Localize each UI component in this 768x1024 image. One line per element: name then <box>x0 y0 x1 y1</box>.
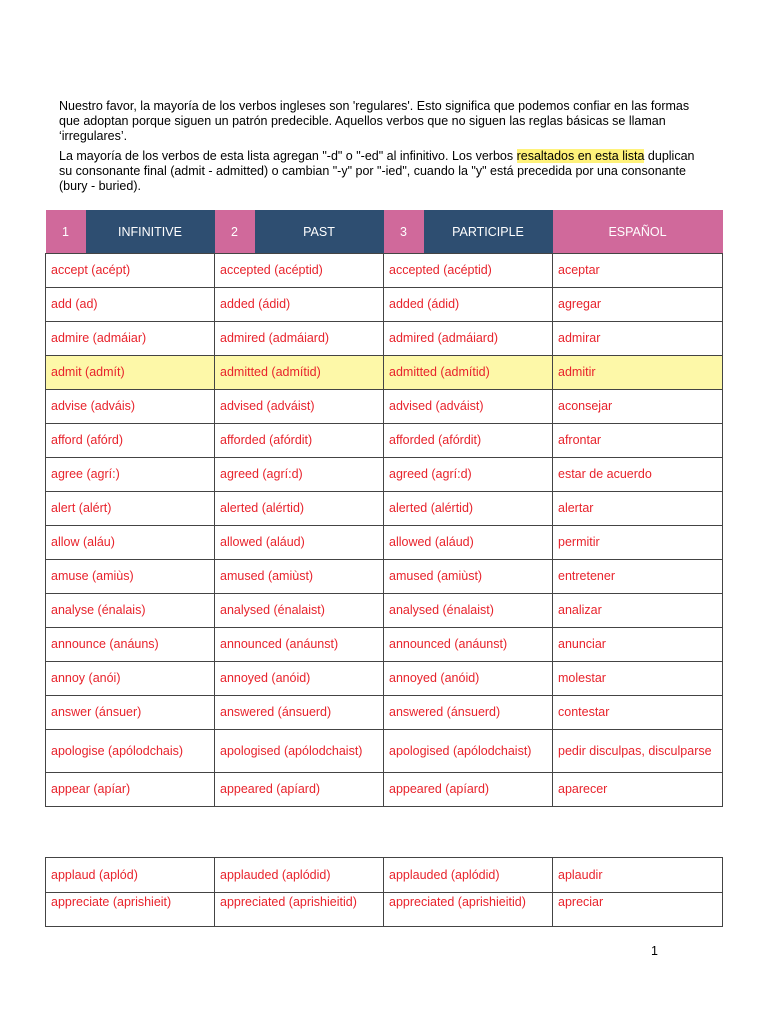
espanol-cell: estar de acuerdo <box>553 458 723 492</box>
intro-paragraph-1: Nuestro favor, la mayoría de los verbos ingleses son 'regulares'. Esto significa que podemos confiar en las formas que adoptan porque siguen un patrón predecible. Aquellos verbos que no siguen las reglas básicas se llaman ‘irregulares’. <box>59 99 690 143</box>
past-cell: applauded (aplódid) <box>215 858 384 893</box>
infinitive-cell: admit (admít) <box>46 356 215 390</box>
espanol-cell: permitir <box>553 526 723 560</box>
past-cell: allowed (aláud) <box>215 526 384 560</box>
infinitive-cell: admire (admáiar) <box>46 322 215 356</box>
infinitive-cell: announce (anáuns) <box>46 628 215 662</box>
infinitive-cell: answer (ánsuer) <box>46 696 215 730</box>
past-cell: apologised (apólodchaist) <box>215 730 384 773</box>
table-row <box>46 696 723 730</box>
espanol-cell: aconsejar <box>553 390 723 424</box>
intro-text <box>59 99 709 199</box>
past-cell: admired (admáiard) <box>215 322 384 356</box>
header-num-2: 2 <box>215 210 255 253</box>
past-cell: afforded (afórdit) <box>215 424 384 458</box>
table-row <box>46 893 723 927</box>
header-participle <box>384 210 553 254</box>
verb-table <box>45 210 723 807</box>
participle-cell: admitted (admítid) <box>384 356 553 390</box>
past-cell: accepted (acéptid) <box>215 254 384 288</box>
header-infinitive-label: INFINITIVE <box>86 210 215 253</box>
table-header-row <box>46 210 723 254</box>
page-number: 1 <box>651 944 658 958</box>
past-cell: answered (ánsuerd) <box>215 696 384 730</box>
participle-cell: appreciated (aprishieitid) <box>384 893 553 927</box>
table-row <box>46 594 723 628</box>
table-row <box>46 356 723 390</box>
espanol-cell: apreciar <box>553 893 723 927</box>
past-cell: alerted (alértid) <box>215 492 384 526</box>
header-past <box>215 210 384 254</box>
infinitive-cell: advise (adváis) <box>46 390 215 424</box>
participle-cell: amused (amiùst) <box>384 560 553 594</box>
infinitive-cell: accept (acépt) <box>46 254 215 288</box>
table-row <box>46 424 723 458</box>
espanol-cell: alertar <box>553 492 723 526</box>
espanol-cell: aplaudir <box>553 858 723 893</box>
infinitive-cell: afford (afórd) <box>46 424 215 458</box>
espanol-cell: analizar <box>553 594 723 628</box>
infinitive-cell: analyse (énalais) <box>46 594 215 628</box>
table-row <box>46 492 723 526</box>
infinitive-cell: appreciate (aprishieit) <box>46 893 215 927</box>
infinitive-cell: appear (apíar) <box>46 773 215 807</box>
past-cell: annoyed (anóid) <box>215 662 384 696</box>
table-row <box>46 730 723 773</box>
participle-cell: appeared (apíard) <box>384 773 553 807</box>
table-row <box>46 662 723 696</box>
espanol-cell: contestar <box>553 696 723 730</box>
participle-cell: afforded (afórdit) <box>384 424 553 458</box>
participle-cell: alerted (alértid) <box>384 492 553 526</box>
header-participle-label: PARTICIPLE <box>424 210 553 253</box>
header-espanol: ESPAÑOL <box>553 210 723 254</box>
past-cell: added (ádid) <box>215 288 384 322</box>
table-row <box>46 390 723 424</box>
past-cell: amused (amiùst) <box>215 560 384 594</box>
infinitive-cell: allow (aláu) <box>46 526 215 560</box>
infinitive-cell: add (ad) <box>46 288 215 322</box>
participle-cell: advised (adváist) <box>384 390 553 424</box>
espanol-cell: admirar <box>553 322 723 356</box>
table-row <box>46 288 723 322</box>
participle-cell: apologised (apólodchaist) <box>384 730 553 773</box>
infinitive-cell: annoy (anói) <box>46 662 215 696</box>
participle-cell: answered (ánsuerd) <box>384 696 553 730</box>
table-row <box>46 254 723 288</box>
infinitive-cell: amuse (amiùs) <box>46 560 215 594</box>
infinitive-cell: agree (agrí:) <box>46 458 215 492</box>
espanol-cell: entretener <box>553 560 723 594</box>
past-cell: agreed (agrí:d) <box>215 458 384 492</box>
past-cell: appreciated (aprishieitid) <box>215 893 384 927</box>
participle-cell: added (ádid) <box>384 288 553 322</box>
table-row <box>46 526 723 560</box>
header-num-1: 1 <box>46 210 86 253</box>
participle-cell: annoyed (anóid) <box>384 662 553 696</box>
table-row <box>46 322 723 356</box>
participle-cell: admired (admáiard) <box>384 322 553 356</box>
participle-cell: allowed (aláud) <box>384 526 553 560</box>
past-cell: announced (anáunst) <box>215 628 384 662</box>
past-cell: advised (adváist) <box>215 390 384 424</box>
espanol-cell: admitir <box>553 356 723 390</box>
participle-cell: agreed (agrí:d) <box>384 458 553 492</box>
espanol-cell: aceptar <box>553 254 723 288</box>
espanol-cell: molestar <box>553 662 723 696</box>
highlighted-phrase: resaltados en esta lista <box>516 149 645 163</box>
header-infinitive <box>46 210 215 254</box>
table-row <box>46 628 723 662</box>
espanol-cell: pedir disculpas, disculparse <box>553 730 723 773</box>
header-past-label: PAST <box>255 210 384 253</box>
espanol-cell: agregar <box>553 288 723 322</box>
table-row <box>46 858 723 893</box>
infinitive-cell: alert (alért) <box>46 492 215 526</box>
espanol-cell: afrontar <box>553 424 723 458</box>
participle-cell: announced (anáunst) <box>384 628 553 662</box>
header-num-3: 3 <box>384 210 424 253</box>
verb-table-continued <box>45 857 723 927</box>
infinitive-cell: applaud (aplód) <box>46 858 215 893</box>
intro-p2-start: La mayoría de los verbos de esta lista agregan "-d" o "-ed" al infinitivo. Los verbos <box>59 149 517 163</box>
past-cell: admitted (admítid) <box>215 356 384 390</box>
participle-cell: accepted (acéptid) <box>384 254 553 288</box>
intro-paragraph-2 <box>59 149 709 194</box>
infinitive-cell: apologise (apólodchais) <box>46 730 215 773</box>
espanol-cell: aparecer <box>553 773 723 807</box>
intro-p2-end: duplican su consonante final (admit - admitted) o cambian "-y" por "-ied", cuando la "y" está precedida por una consonante (bury - buried). <box>59 149 695 193</box>
past-cell: appeared (apíard) <box>215 773 384 807</box>
participle-cell: analysed (énalaist) <box>384 594 553 628</box>
espanol-cell: anunciar <box>553 628 723 662</box>
past-cell: analysed (énalaist) <box>215 594 384 628</box>
table-row <box>46 458 723 492</box>
table-row <box>46 560 723 594</box>
table-row <box>46 773 723 807</box>
participle-cell: applauded (aplódid) <box>384 858 553 893</box>
